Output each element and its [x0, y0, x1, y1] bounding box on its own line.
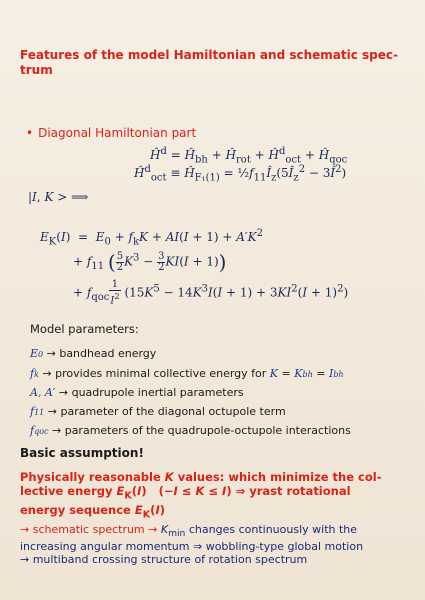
param-a: A, A′ → quadrupole inertial parameters [30, 386, 244, 399]
param-fk: fk → provides minimal collective energy for K = Kbh = Ibh [30, 367, 344, 380]
bullet-text: Diagonal Hamiltonian part [38, 126, 197, 140]
param-e0: E0 → bandhead energy [30, 347, 157, 360]
state-label: |I, K > ⟹ [28, 190, 89, 204]
equation-hoct: $Ĥ^d_{oct}$ ≡ $Ĥ_{F_1(1)}$ = $\frac{1}{2}f_{11}Î_z(5Î_z^2$ − $3Î^2$) [134, 164, 347, 184]
energy-equation-line2: + $f_{11}$ ( $\frac{5}{2}$ $K^3$ − $\frac{3}{2}$ KI(I + 1)) [73, 250, 227, 274]
bullet-diagonal-hamiltonian [26, 126, 196, 140]
slide-title: Features of the model Hamiltonian and schematic spec- trum [20, 48, 398, 77]
basic-assumption: Basic assumption! [20, 446, 144, 460]
physical-values-text: Physically reasonable K values: which minimize the col- lective energy $E_K(I) (-I \le K \le I)$ ⇒ yrast rotational energy sequence $E_K(I)$ [20, 470, 382, 521]
energy-equation-line3: + $f_{qoc}$ $\frac{1}{I^2}$ $(15K^5 - 14K^3I(I + 1) + 3KI^2(I + 1)^2)$ [73, 279, 349, 307]
param-f11: f11 → parameter of the diagonal octupole term [30, 405, 286, 418]
param-fqoc: fqoc → parameters of the quadrupole-octupole interactions [30, 424, 351, 437]
bullet-icon: • [26, 126, 34, 140]
energy-equation-line1: $E_K(I) = E_0 + f_kK + AI(I + 1) + A'K^2$ [40, 228, 263, 248]
model-parameters-title: Model parameters: [30, 322, 139, 336]
equation-hd: $Ĥ^d$ = $Ĥ_{bh}$ + $Ĥ_{rot}$ + $Ĥ^d_{oct}$ + $Ĥ_{qoc}$ [150, 146, 348, 166]
schematic-spectrum-text: → schematic spectrum → $K_{min}$ changes continuously with the increasing angular momentum ⇒ wobbling-type global motion → multiband crossing structure of rotation spectrum [20, 523, 364, 567]
